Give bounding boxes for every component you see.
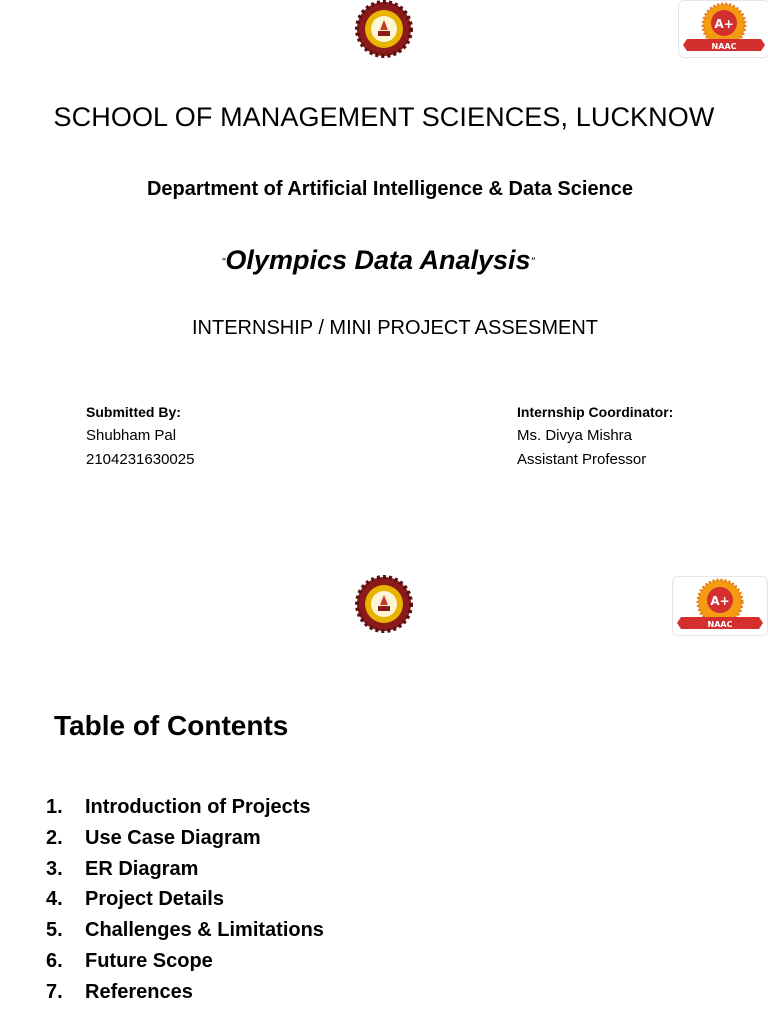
coordinator-heading: Internship Coordinator:: [517, 404, 674, 420]
toc-title: Table of Contents: [54, 710, 289, 741]
list-item: 4. Project Details: [46, 888, 224, 911]
coordinator-block: [517, 400, 673, 472]
student-roll-number: 2104231630025: [86, 451, 195, 468]
list-item: 5. Challenges & Limitations: [46, 919, 324, 942]
coordinator-designation: Assistant Professor: [517, 451, 647, 468]
naac-badge-icon: [672, 576, 768, 636]
list-item: 1. Introduction of Projects: [46, 796, 311, 818]
submitted-by-block: [86, 400, 194, 472]
toc-list: [46, 792, 324, 1008]
project-title-text: Olympics Data Analysis: [225, 245, 531, 275]
svg-text:A+: A+: [710, 594, 730, 608]
university-emblem-icon: [345, 0, 423, 58]
close-quote: ”: [530, 255, 535, 269]
svg-text:NAAC: NAAC: [707, 620, 733, 629]
university-emblem-icon: [345, 575, 423, 633]
list-item: 6. Future Scope: [46, 949, 213, 972]
department-name: Department of Artificial Intelligence & Data Science: [146, 178, 634, 200]
assessment-heading: INTERNSHIP / MINI PROJECT ASSESMENT: [192, 317, 598, 339]
coordinator-name: Ms. Divya Mishra: [517, 427, 633, 444]
project-title: [0, 245, 756, 276]
svg-text:A+: A+: [714, 17, 734, 31]
list-item: 3. ER Diagram: [46, 857, 199, 880]
table-of-contents-slide: [0, 512, 768, 1024]
naac-badge-icon: [678, 0, 768, 58]
list-item: 7. References: [46, 980, 193, 1003]
svg-text:NAAC: NAAC: [711, 42, 737, 51]
student-name: Shubham Pal: [86, 427, 177, 444]
open-quote: “: [221, 255, 226, 269]
submitted-by-heading: Submitted By:: [86, 404, 181, 420]
list-item: 2. Use Case Diagram: [46, 826, 261, 849]
school-name: SCHOOL OF MANAGEMENT SCIENCES, LUCKNOW: [53, 102, 715, 132]
